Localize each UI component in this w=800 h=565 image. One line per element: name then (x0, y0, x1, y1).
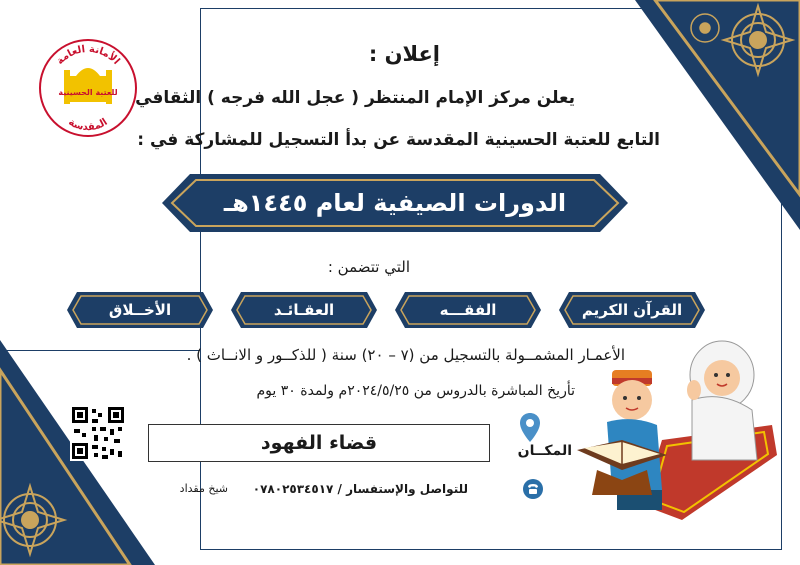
start-date-text: تأريخ المباشرة بالدروس من ٢٠٢٤/٥/٢٥م ولمدة ٣٠ يوم (256, 383, 575, 399)
announcement-line-1: يعلن مركز الإمام المنتظر ( عجل الله فرجه ) الثقافي (135, 88, 575, 108)
includes-label: التي تتضمن : (327, 258, 410, 276)
location-box: قضاء الفهود (148, 424, 490, 462)
course-fiqh: الفقـــه (439, 301, 497, 319)
phone-icon (522, 478, 544, 500)
course-aqaid: العقـائـد (273, 301, 335, 319)
course-akhlaq: الأخــلاق (108, 301, 172, 319)
location-label: المكــان (517, 443, 572, 459)
contact-text: للتواصل والإستفسار / ٠٧٨٠٢٥٣٤٥١٧ (252, 482, 468, 496)
location-pin-icon (519, 412, 541, 444)
shrine-logo (38, 38, 138, 138)
contact-name: شيخ مقداد (179, 482, 228, 495)
logo-bottom-text: المقدسة (66, 116, 110, 134)
logo-center-text: للعتبة الحسينية (58, 88, 118, 97)
children-reading-illustration (572, 330, 782, 530)
ages-text: الأعمـار المشمــولة بالتسجيل من (٧ – ٢٠) سنة ( للذكــور و الانــاث ) . (186, 346, 625, 364)
announcement-heading: إعلان : (368, 42, 440, 66)
announcement-line-2: التابع للعتبة الحسينية المقدسة عن بدأ التسجيل للمشاركة في : (137, 130, 660, 150)
course-quran: القرآن الكريم (581, 301, 683, 319)
qr-code-icon (70, 405, 126, 461)
logo-top-text: الأمانة العامة (54, 43, 122, 68)
banner-title: الدورات الصيفية لعام ١٤٤٥هـ (223, 189, 567, 217)
